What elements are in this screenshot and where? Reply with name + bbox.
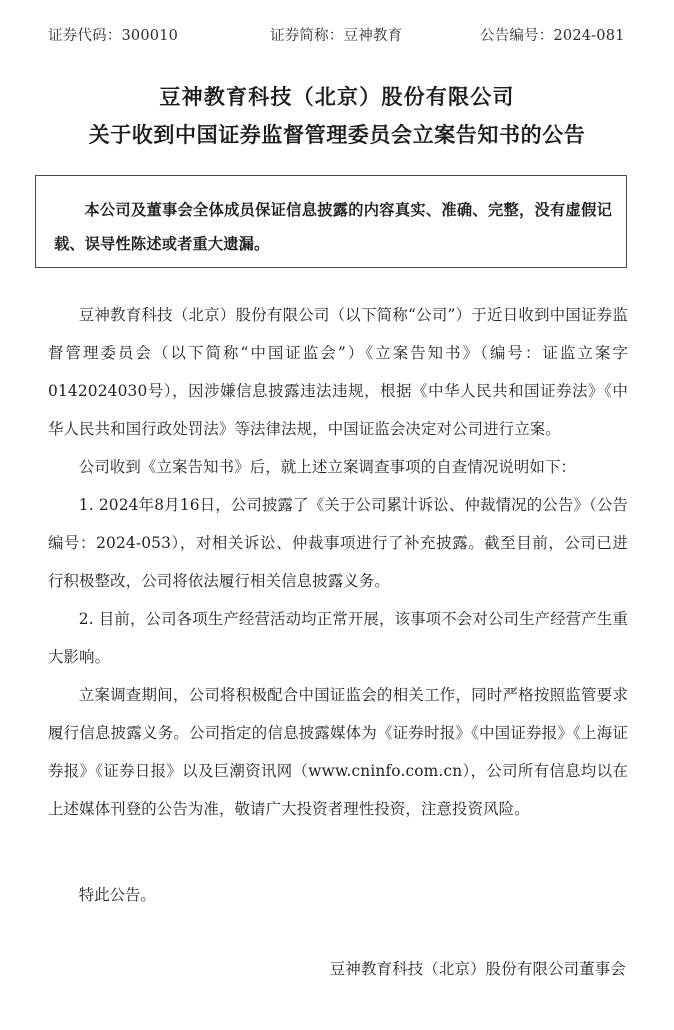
security-abbreviation: 证券简称：豆神教育: [270, 28, 403, 44]
company-title: 豆神教育科技（北京）股份有限公司: [159, 84, 515, 109]
signature-line: 豆神教育科技（北京）股份有限公司董事会: [329, 960, 626, 978]
body-paragraph-2: 公司收到《立案告知书》后，就上述立案调查事项的自查情况说明如下：: [78, 458, 577, 476]
closing-notice: 特此公告。: [78, 886, 156, 904]
document-header: [48, 24, 628, 45]
body-paragraph-3: 立案调查期间，公司将积极配合中国证监会的相关工作，同时严格按照监管要求履行信息披露义务。公司指定的信息披露媒体为《证券时报》《中国证券报》《上海证券报》《证券日报》以及巨潮资讯网（www.cninfo.com.cn），公司所有信息均以在上述媒体刊登的公告为准，敬请广大投资者理性投资，注意投资风险。: [48, 686, 628, 818]
security-code: 证券代码：300010: [48, 28, 179, 44]
announcement-number: 公告编号：2024-081: [480, 28, 625, 44]
body-paragraph-1: 豆神教育科技（北京）股份有限公司（以下简称“公司”）于近日收到中国证券监督管理委员会（以下简称“中国证监会”）《立案告知书》（编号：证监立案字0142024030号），因涉嫌信息披露违法违规，根据《中华人民共和国证券法》《中华人民共和国行政处罚法》等法律法规，中国证监会决定对公司进行立案。: [48, 306, 628, 438]
self-inspection-item-2: 2. 目前，公司各项生产经营活动均正常开展，该事项不会对公司生产经营产生重大影响。: [48, 610, 628, 666]
self-inspection-item-1: 1. 2024年8月16日，公司披露了《关于公司累计诉讼、仲裁情况的公告》（公告编号：2024-053），对相关诉讼、仲裁事项进行了补充披露。截至目前，公司已进行积极整改，公司将依法履行相关信息披露义务。: [48, 496, 628, 590]
disclaimer-box: [35, 175, 627, 268]
disclaimer-text: 本公司及董事会全体成员保证信息披露的内容真实、准确、完整，没有虚假记载、误导性陈述或者重大遗漏。: [54, 201, 612, 253]
announcement-subject-title: 关于收到中国证券监督管理委员会立案告知书的公告: [88, 122, 586, 147]
body-content: [48, 296, 628, 828]
title-block: [0, 78, 674, 154]
